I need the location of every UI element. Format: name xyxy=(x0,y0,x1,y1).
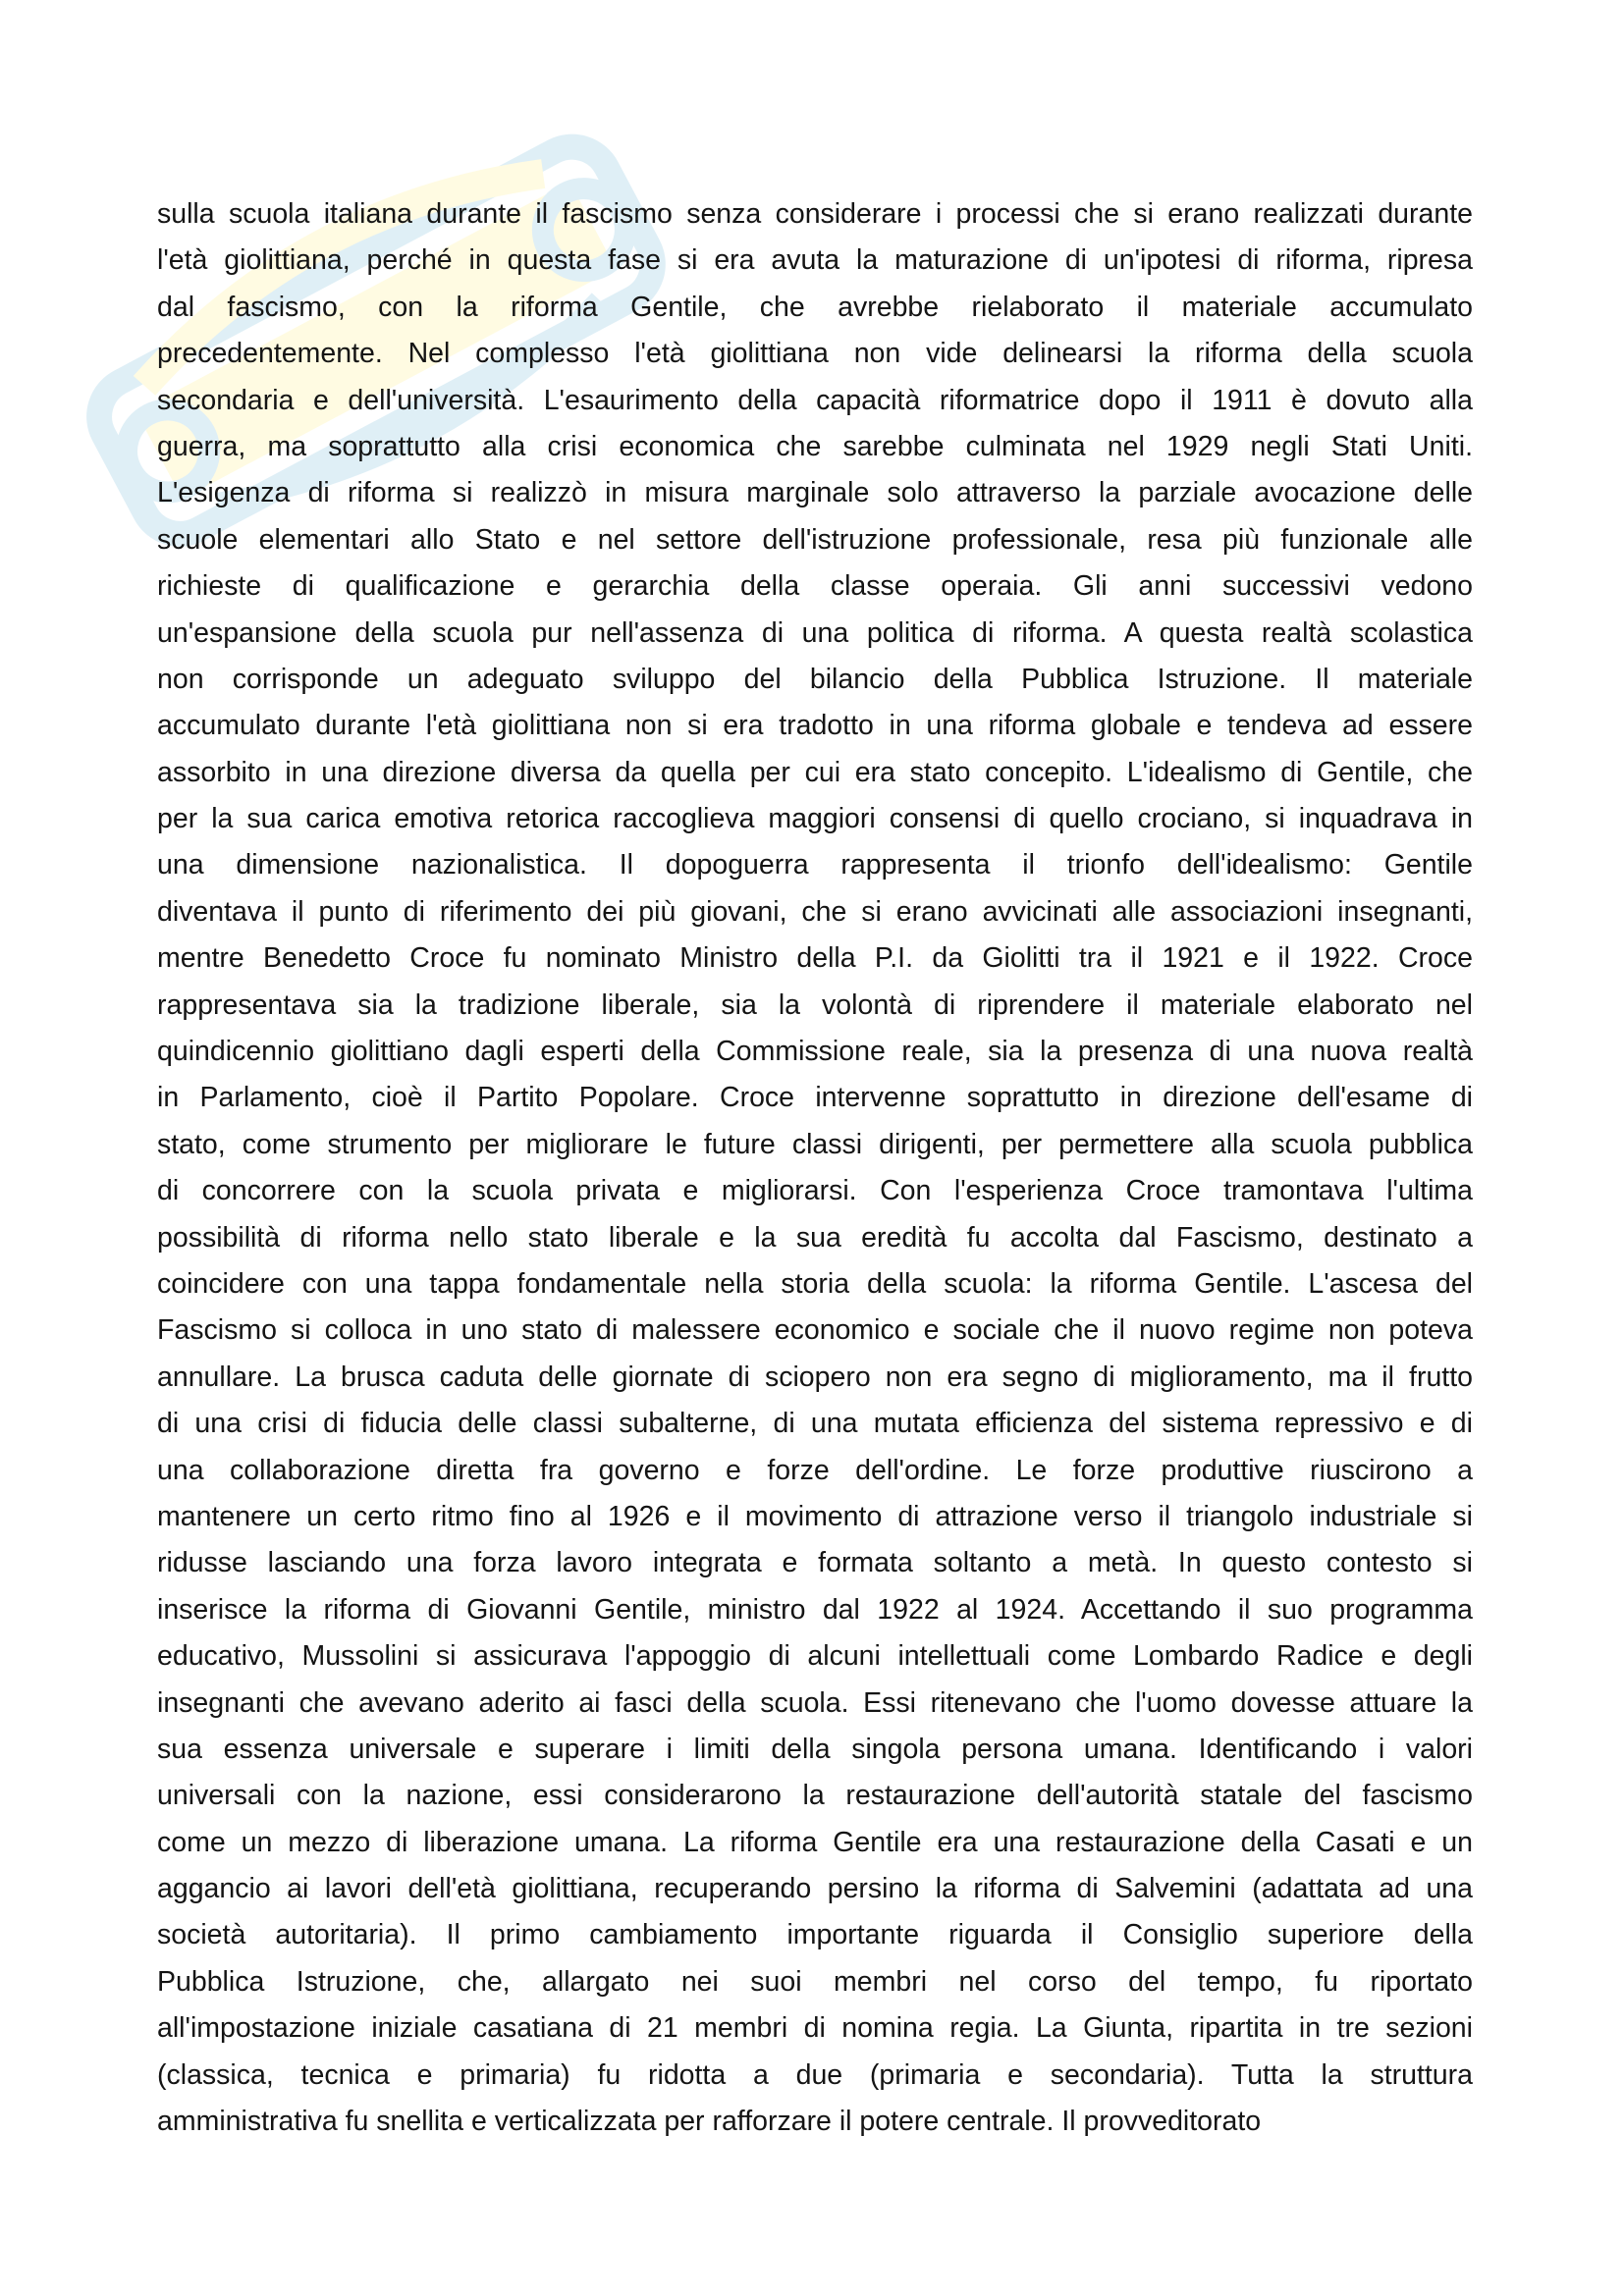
text-line: precedentemente. Nel complesso l'età giolittiana non vide delinearsi la riforma della scuola xyxy=(157,338,1473,370)
text-line: stato, come strumento per migliorare le future classi dirigenti, per permettere alla scuola pubblica xyxy=(157,1128,1473,1160)
text-line: come un mezzo di liberazione umana. La riforma Gentile era una restaurazione della Casati e un xyxy=(157,1826,1473,1858)
text-line: L'esigenza di riforma si realizzò in misura marginale solo attraverso la parziale avocazione delle xyxy=(157,477,1473,509)
text-line: universali con la nazione, essi considerarono la restaurazione dell'autorità statale del fascismo xyxy=(157,1780,1473,1812)
body-text xyxy=(157,191,1473,2145)
text-line: guerra, ma soprattutto alla crisi economica che sarebbe culminata nel 1929 negli Stati Uniti. xyxy=(157,430,1473,462)
text-line: richieste di qualificazione e gerarchia della classe operaia. Gli anni successivi vedono xyxy=(157,570,1473,603)
text-line: l'età giolittiana, perché in questa fase si era avuta la maturazione di un'ipotesi di riforma, ripresa xyxy=(157,244,1473,277)
text-line: annullare. La brusca caduta delle giornate di sciopero non era segno di miglioramento, ma il frutto xyxy=(157,1361,1473,1393)
text-line: per la sua carica emotiva retorica raccoglieva maggiori consensi di quello crociano, si inquadrava in xyxy=(157,803,1473,835)
text-line: quindicennio giolittiano dagli esperti della Commissione reale, sia la presenza di una nuova realtà xyxy=(157,1036,1473,1068)
text-line: società autoritaria). Il primo cambiamento importante riguarda il Consiglio superiore della xyxy=(157,1919,1473,1951)
text-line: (classica, tecnica e primaria) fu ridotta a due (primaria e secondaria). Tutta la struttura xyxy=(157,2058,1473,2091)
text-line: Pubblica Istruzione, che, allargato nei suoi membri nel corso del tempo, fu riportato xyxy=(157,1965,1473,1998)
text-line: all'impostazione iniziale casatiana di 21 membri di nomina regia. La Giunta, ripartita in tre sezioni xyxy=(157,2012,1473,2045)
text-line: sua essenza universale e superare i limiti della singola persona umana. Identificando i valori xyxy=(157,1733,1473,1765)
text-line: rappresentava sia la tradizione liberale, sia la volontà di riprendere il materiale elaborato nel xyxy=(157,988,1473,1021)
text-line: di concorrere con la scuola privata e migliorarsi. Con l'esperienza Croce tramontava l'ultima xyxy=(157,1175,1473,1207)
text-line: amministrativa fu snellita e verticalizzata per rafforzare il potere centrale. Il provveditorato xyxy=(157,2106,1262,2138)
text-line: diventava il punto di riferimento dei più giovani, che si erano avvicinati alle associazioni insegnanti, xyxy=(157,895,1473,928)
text-line: scuole elementari allo Stato e nel settore dell'istruzione professionale, resa più funzionale alle xyxy=(157,523,1473,556)
text-line: sulla scuola italiana durante il fascismo senza considerare i processi che si erano realizzati durante xyxy=(157,198,1473,230)
text-line: possibilità di riforma nello stato liberale e la sua eredità fu accolta dal Fascismo, destinato a xyxy=(157,1221,1473,1254)
text-line: educativo, Mussolini si assicurava l'appoggio di alcuni intellettuali come Lombardo Radice e degli xyxy=(157,1640,1473,1673)
text-line: dal fascismo, con la riforma Gentile, che avrebbe rielaborato il materiale accumulato xyxy=(157,291,1473,323)
text-line: ridusse lasciando una forza lavoro integrata e formata soltanto a metà. In questo contesto si xyxy=(157,1547,1473,1579)
text-line: accumulato durante l'età giolittiana non si era tradotto in una riforma globale e tendeva ad essere xyxy=(157,710,1473,742)
text-line: aggancio ai lavori dell'età giolittiana, recuperando persino la riforma di Salvemini (adattata ad una xyxy=(157,1873,1473,1905)
text-line: inserisce la riforma di Giovanni Gentile, ministro dal 1922 al 1924. Accettando il suo programma xyxy=(157,1593,1473,1626)
text-line: mantenere un certo ritmo fino al 1926 e il movimento di attrazione verso il triangolo industriale si xyxy=(157,1500,1473,1532)
text-line: assorbito in una direzione diversa da quella per cui era stato concepito. L'idealismo di Gentile, che xyxy=(157,756,1473,788)
text-line: Fascismo si colloca in uno stato di malessere economico e sociale che il nuovo regime non poteva xyxy=(157,1314,1473,1347)
text-line: una dimensione nazionalistica. Il dopoguerra rappresenta il trionfo dell'idealismo: Gentile xyxy=(157,849,1473,881)
text-line: di una crisi di fiducia delle classi subalterne, di una mutata efficienza del sistema repressivo e di xyxy=(157,1408,1473,1440)
text-line: una collaborazione diretta fra governo e forze dell'ordine. Le forze produttive riuscirono a xyxy=(157,1454,1473,1486)
text-line: in Parlamento, cioè il Partito Popolare. Croce intervenne soprattutto in direzione dell'esame di xyxy=(157,1082,1473,1114)
text-line: coincidere con una tappa fondamentale nella storia della scuola: la riforma Gentile. L'ascesa del xyxy=(157,1267,1473,1300)
text-line: insegnanti che avevano aderito ai fasci della scuola. Essi ritenevano che l'uomo dovesse attuare la xyxy=(157,1686,1473,1719)
text-line: mentre Benedetto Croce fu nominato Ministro della P.I. da Giolitti tra il 1921 e il 1922. Croce xyxy=(157,942,1473,975)
text-line: un'espansione della scuola pur nell'assenza di una politica di riforma. A questa realtà scolastica xyxy=(157,616,1473,649)
text-line: non corrisponde un adeguato sviluppo del bilancio della Pubblica Istruzione. Il materiale xyxy=(157,663,1473,695)
text-line: secondaria e dell'università. L'esaurimento della capacità riformatrice dopo il 1911 è dovuto alla xyxy=(157,384,1473,416)
